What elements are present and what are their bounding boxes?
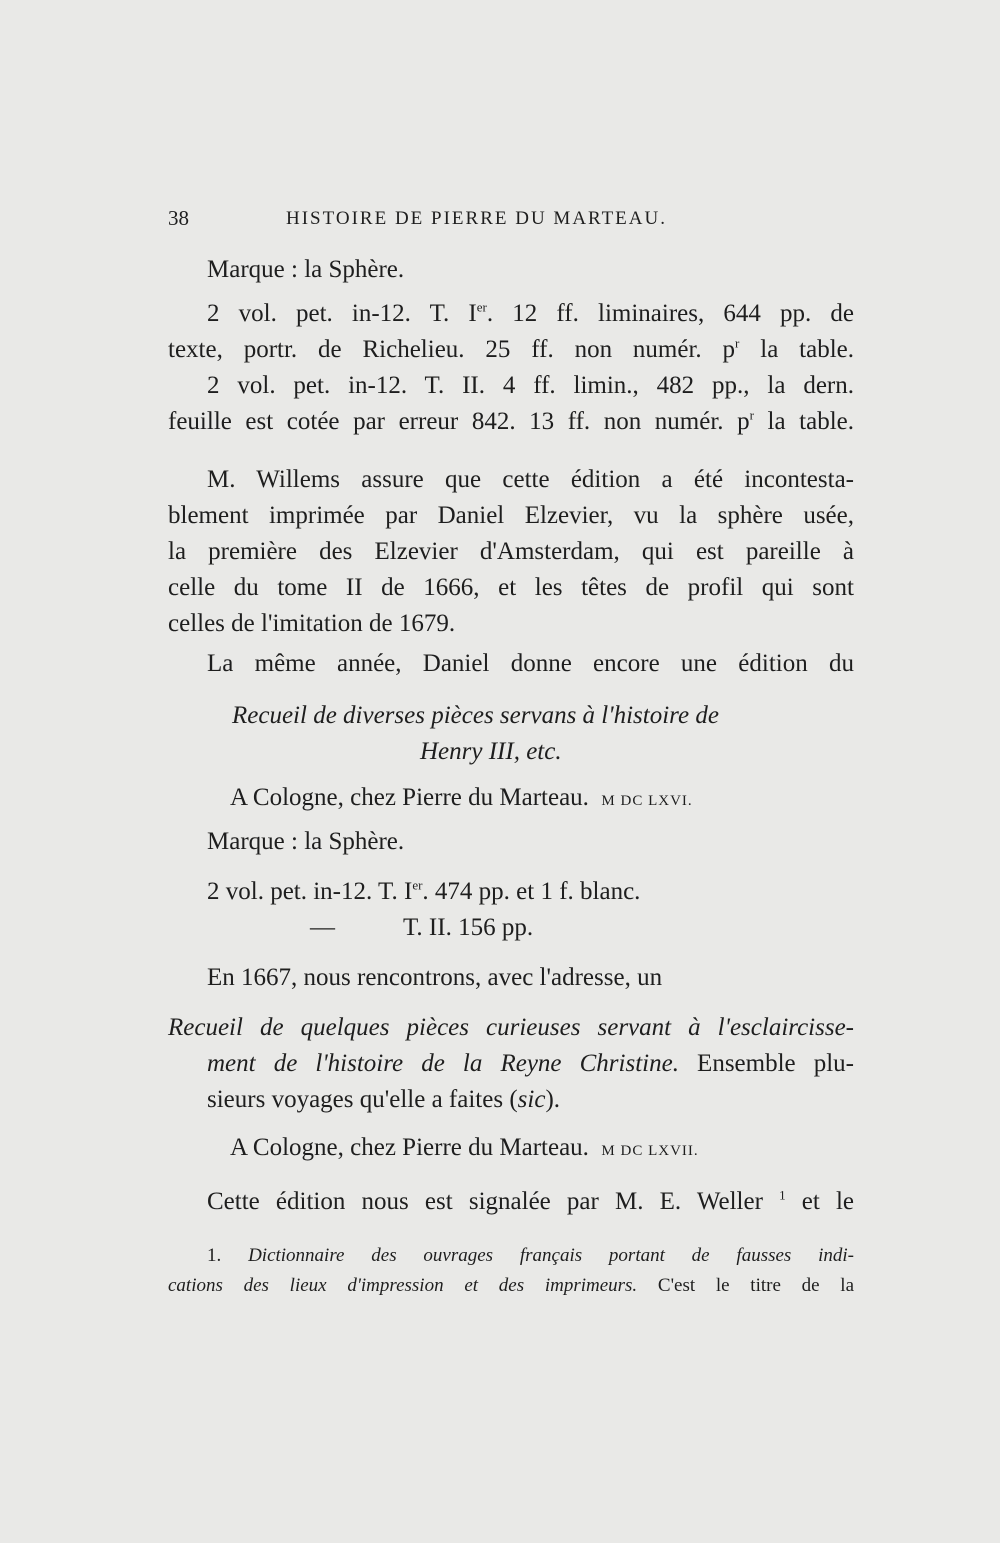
book-title-line: Recueil de diverses pièces servans à l'histoire de [232, 702, 719, 729]
paragraph-line: la première des Elzevier d'Amsterdam, qui est pareille à [168, 538, 854, 565]
paragraph-line: blement imprimée par Daniel Elzevier, vu la sphère usée, [168, 502, 854, 529]
paragraph-line: celle du tome II de 1666, et les têtes de profil qui sont [168, 574, 854, 601]
text-line: 2 vol. pet. in-12. T. II. 4 ff. limin., 482 pp., la dern. [207, 372, 854, 399]
book-title-line: ment de l'histoire de la Reyne Christine. Ensemble plu- [207, 1050, 854, 1077]
text-line: texte, portr. de Richelieu. 25 ff. non numér. $p^r$ la table. [168, 335, 854, 363]
text-line: 2 vol. pet. in-12. T. Ier. 474 pp. et 1 f. blanc. [207, 877, 641, 905]
paragraph-line: En 1667, nous rencontrons, avec l'adresse, un [207, 964, 663, 991]
imprint-line: A Cologne, chez Pierre du Marteau. M DC LXVII. [230, 1134, 699, 1161]
footnote-ref: 1 [779, 1187, 786, 1203]
book-title-line: Recueil de quelques pièces curieuses servant à l'esclaircisse- [168, 1014, 854, 1041]
running-title: HISTOIRE DE PIERRE DU MARTEAU. [286, 208, 667, 229]
text-line: Marque : la Sphère. [207, 828, 405, 855]
text-line: Marque : la Sphère. [207, 256, 405, 283]
text-line: 2 vol. pet. in-12. T. Ier. 12 ff. liminaires, 644 pp. de [207, 299, 854, 327]
imprint-line: A Cologne, chez Pierre du Marteau. M DC LXVI. [230, 784, 693, 811]
page-number: 38 [168, 206, 189, 230]
footnote-line: cations des lieux d'impression et des imprimeurs. C'est le titre de la [168, 1275, 855, 1296]
paragraph-line: Cette édition nous est signalée par M. E. Weller $^1$ et le [207, 1187, 854, 1215]
text-line: feuille est cotée par erreur 842. 13 ff. non numér. $p^r$ la table. [168, 407, 854, 435]
footnote-line: 1. Dictionnaire des ouvrages français portant de fausses indi- [207, 1245, 854, 1266]
paragraph-line: M. Willems assure que cette édition a été incontesta- [207, 466, 854, 493]
paragraph-line: La même année, Daniel donne encore une édition du [207, 650, 854, 677]
book-title-line: sieurs voyages qu'elle a faites (sic). [207, 1086, 561, 1113]
page-header [168, 206, 854, 236]
book-title-line: Henry III, etc. [420, 738, 562, 765]
paragraph-line: celles de l'imitation de 1679. [168, 610, 456, 637]
text-line: — T. II. 156 pp. [310, 914, 534, 941]
